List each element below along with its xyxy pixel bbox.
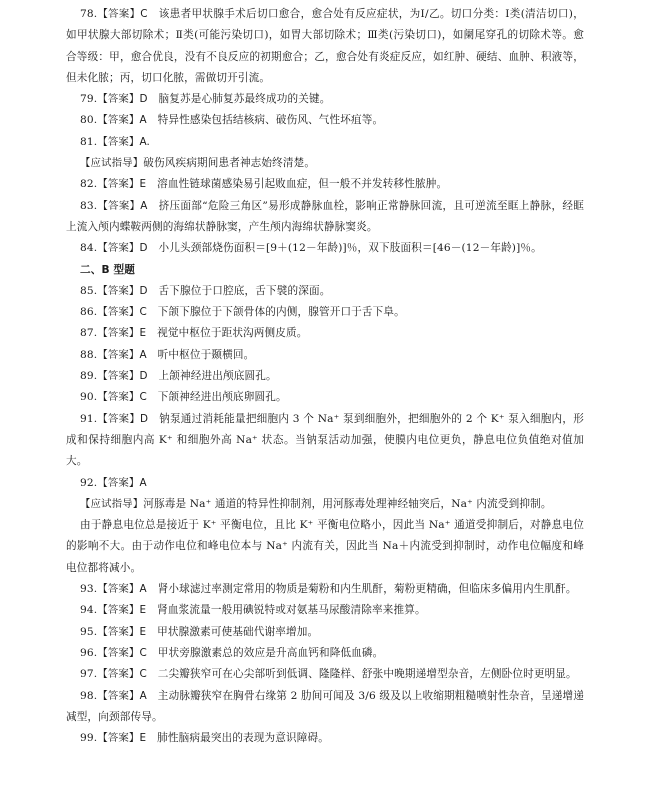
answer-tag: 【答案】	[97, 370, 140, 383]
question-number: 81.	[80, 135, 98, 148]
spacer	[147, 349, 158, 361]
answer-letter: A	[139, 689, 147, 702]
question-number: 95.	[80, 625, 98, 638]
explanation-paragraph	[66, 515, 584, 579]
answer-letter: C	[139, 668, 147, 681]
answer-explanation: 听中枢位于颞横回。	[157, 348, 255, 361]
answer-tag: 【答案】	[97, 476, 140, 489]
answer-tag: 【答案】	[97, 348, 140, 361]
answer-explanation: 脑复苏是心肺复苏最终成功的关键。	[158, 93, 331, 106]
answer-explanation: 视觉中枢位于距状沟两侧皮质。	[157, 327, 308, 340]
answer-letter: E	[139, 625, 147, 638]
answer-explanation: 小儿头颈部烧伤面积＝[9＋(12－年龄)]％，双下肢面积＝[46－(12－年龄)]％。	[158, 242, 542, 255]
answer-tag: 【答案】	[97, 284, 140, 297]
answer-letter: E	[139, 732, 147, 745]
question-number: 79.	[80, 93, 98, 106]
question-number: 86.	[80, 306, 98, 319]
answer-item	[66, 686, 584, 729]
answer-letter: C	[139, 306, 147, 319]
answer-letter: D	[139, 284, 148, 297]
spacer	[147, 647, 158, 659]
answer-tag: 【答案】	[97, 114, 140, 127]
answer-page	[66, 4, 584, 749]
answer-letter: D	[139, 93, 148, 106]
spacer	[146, 626, 157, 638]
answer-item	[66, 600, 584, 621]
question-number: 85.	[80, 284, 98, 297]
answer-tag: 【答案】	[97, 412, 140, 425]
answer-tag: 【答案】	[97, 646, 140, 659]
spacer	[147, 690, 158, 702]
answer-tag: 【答案】	[97, 135, 140, 148]
answer-explanation: 上颌神经进出颅底圆孔。	[158, 370, 277, 383]
answer-explanation: 肺性脑病最突出的表现为意识障碍。	[157, 732, 330, 745]
answer-item	[66, 238, 584, 259]
answer-item	[66, 174, 584, 195]
answer-tag: 【答案】	[97, 732, 140, 745]
answer-item	[66, 579, 584, 600]
answer-explanation: 特异性感染包括结核病、破伤风、气性坏疽等。	[157, 114, 384, 127]
answer-item	[66, 345, 584, 366]
spacer	[147, 583, 158, 595]
section-heading	[66, 260, 584, 281]
section-heading-text: 二、B 型题	[80, 263, 136, 276]
answer-explanation: 甲状腺激素可使基础代谢率增加。	[157, 625, 319, 638]
answer-item	[66, 366, 584, 387]
spacer	[148, 370, 159, 382]
exam-guidance	[66, 153, 584, 174]
answer-tag: 【答案】	[97, 93, 140, 106]
question-number: 99.	[80, 732, 98, 745]
answer-explanation: 由于静息电位总是接近于 K⁺ 平衡电位，且比 K⁺ 平衡电位略小，因此当 Na⁺ 通道受抑制后，对静息电位的影响不大。由于动作电位和峰电位本与 Na⁺ 内流有关，因此当 Na＋内流受到抑制时，动作电位幅度和峰电位都将减小。	[66, 519, 584, 574]
answer-tag: 【答案】	[97, 668, 140, 681]
guidance-tag: 【应试指导】	[80, 497, 144, 510]
spacer	[148, 413, 159, 425]
answer-explanation: 主动脉瓣狭窄在胸骨右缘第 2 肋间可闻及 3/6 级及以上收缩期粗糙喷射性杂音，呈递增递减型，向颈部传导。	[66, 689, 584, 723]
spacer	[148, 285, 159, 297]
answer-item	[66, 622, 584, 643]
answer-item	[66, 409, 584, 473]
answer-letter: E	[139, 327, 147, 340]
answer-letter: A	[139, 476, 147, 489]
spacer	[146, 178, 157, 190]
answer-explanation: 肾小球滤过率测定常用的物质是菊粉和内生肌酐，菊粉更精确，但临床多偏用内生肌酐。	[157, 583, 577, 596]
answer-letter: C	[139, 391, 147, 404]
exam-guidance	[66, 494, 584, 515]
answer-explanation: 河豚毒是 Na⁺ 通道的特异性抑制剂，用河豚毒处理神经轴突后，Na⁺ 内流受到抑制。	[143, 497, 552, 510]
spacer	[146, 732, 157, 744]
question-number: 94.	[80, 604, 98, 617]
question-number: 90.	[80, 391, 98, 404]
spacer	[147, 306, 158, 318]
answer-item	[66, 728, 584, 749]
answer-item	[66, 110, 584, 131]
answer-explanation: 舌下腺位于口腔底，舌下襞的深面。	[158, 284, 331, 297]
spacer	[148, 200, 159, 212]
answer-tag: 【答案】	[97, 8, 141, 20]
question-number: 87.	[80, 327, 98, 340]
spacer	[147, 668, 158, 680]
answer-letter: A	[139, 348, 147, 361]
answer-item	[66, 132, 584, 153]
answer-letter: E	[139, 178, 147, 191]
spacer	[146, 327, 157, 339]
answer-explanation: 下颌下腺位于下颌骨体的内侧，腺管开口于舌下阜。	[157, 306, 405, 319]
answer-letter: E	[139, 604, 147, 617]
question-number: 88.	[80, 348, 98, 361]
answer-item	[66, 323, 584, 344]
question-number: 98.	[80, 689, 98, 702]
spacer	[147, 391, 158, 403]
answer-tag: 【答案】	[97, 306, 140, 319]
spacer	[148, 242, 159, 254]
answer-letter: C	[140, 8, 148, 20]
answer-tag: 【答案】	[97, 604, 140, 617]
answer-letter: D	[139, 242, 148, 255]
answer-explanation: 破伤风疾病期间患者神志始终清楚。	[143, 157, 316, 170]
answer-item	[66, 4, 584, 89]
answer-tag: 【答案】	[97, 391, 140, 404]
question-number: 93.	[80, 583, 98, 596]
answer-item	[66, 281, 584, 302]
answer-tag: 【答案】	[97, 327, 140, 340]
answer-letter: A	[139, 583, 147, 596]
answer-explanation: 钠泵通过消耗能量把细胞内 3 个 Na⁺ 泵到细胞外，把细胞外的 2 个 K⁺ 泵入细胞内，形成和保持细胞内高 K⁺ 和细胞外高 Na⁺ 状态。当钠泵活动加强，使膜内电位更负，静息电位负值绝对值加大。	[66, 412, 584, 468]
answer-tag: 【答案】	[97, 178, 140, 191]
answer-tag: 【答案】	[97, 625, 140, 638]
answer-explanation: 溶血性链球菌感染易引起败血症，但一般不并发转移性脓肿。	[157, 178, 448, 191]
question-number: 83.	[80, 199, 98, 212]
spacer	[147, 114, 158, 126]
answer-item	[66, 643, 584, 664]
answer-explanation: 甲状旁腺激素总的效应是升高血钙和降低血磷。	[157, 646, 384, 659]
question-number: 78.	[80, 8, 98, 20]
answer-item	[66, 473, 584, 494]
question-number: 84.	[80, 242, 98, 255]
answer-item	[66, 302, 584, 323]
question-number: 89.	[80, 370, 98, 383]
answer-item	[66, 89, 584, 110]
answer-explanation: 下颌神经进出颅底卵圆孔。	[157, 391, 287, 404]
answer-tag: 【答案】	[97, 583, 140, 596]
answer-letter: A.	[139, 135, 151, 148]
spacer	[148, 8, 159, 20]
question-number: 82.	[80, 178, 98, 191]
answer-explanation: 该患者甲状腺手术后切口愈合，愈合处有反应症状，为Ⅰ/乙。切口分类：Ⅰ类(清洁切口)，如甲状腺大部切除术；Ⅱ类(可能污染切口)，如胃大部切除术；Ⅲ类(污染切口)，如阑尾穿孔的切除术等。愈合等级：甲，愈合优良，没有不良反应的初期愈合；乙，愈合处有炎症反应，如红肿、硬结、血肿、积液等，但未化脓；丙，切口化脓，需做切开引流。	[66, 8, 584, 84]
guidance-tag: 【应试指导】	[80, 157, 144, 170]
answer-tag: 【答案】	[97, 689, 140, 702]
answer-item	[66, 196, 584, 239]
question-number: 91.	[80, 412, 98, 425]
answer-explanation: 肾血浆流量一般用碘锐特或对氨基马尿酸清除率来推算。	[157, 604, 426, 617]
answer-letter: A	[140, 199, 148, 212]
answer-letter: A	[139, 114, 147, 127]
answer-letter: D	[139, 370, 148, 383]
question-number: 92.	[80, 476, 98, 489]
answer-tag: 【答案】	[97, 242, 140, 255]
spacer	[148, 93, 159, 105]
answer-explanation: 二尖瓣狭窄可在心尖部听到低调、隆隆样、舒张中晚期递增型杂音，左侧卧位时更明显。	[157, 668, 577, 681]
answer-item	[66, 664, 584, 685]
answer-item	[66, 387, 584, 408]
answer-letter: D	[139, 412, 149, 425]
question-number: 80.	[80, 114, 98, 127]
question-number: 96.	[80, 646, 98, 659]
answer-letter: C	[139, 646, 147, 659]
question-number: 97.	[80, 668, 98, 681]
answer-explanation: 挤压面部“危险三角区”易形成静脉血栓，影响正常静脉回流，且可逆流至眶上静脉，经眶上流入颅内蝶鞍两侧的海绵状静脉窦，产生颅内海绵状静脉窦炎。	[66, 199, 584, 233]
answer-tag: 【答案】	[97, 199, 141, 212]
answer-list	[66, 4, 584, 749]
spacer	[146, 604, 157, 616]
